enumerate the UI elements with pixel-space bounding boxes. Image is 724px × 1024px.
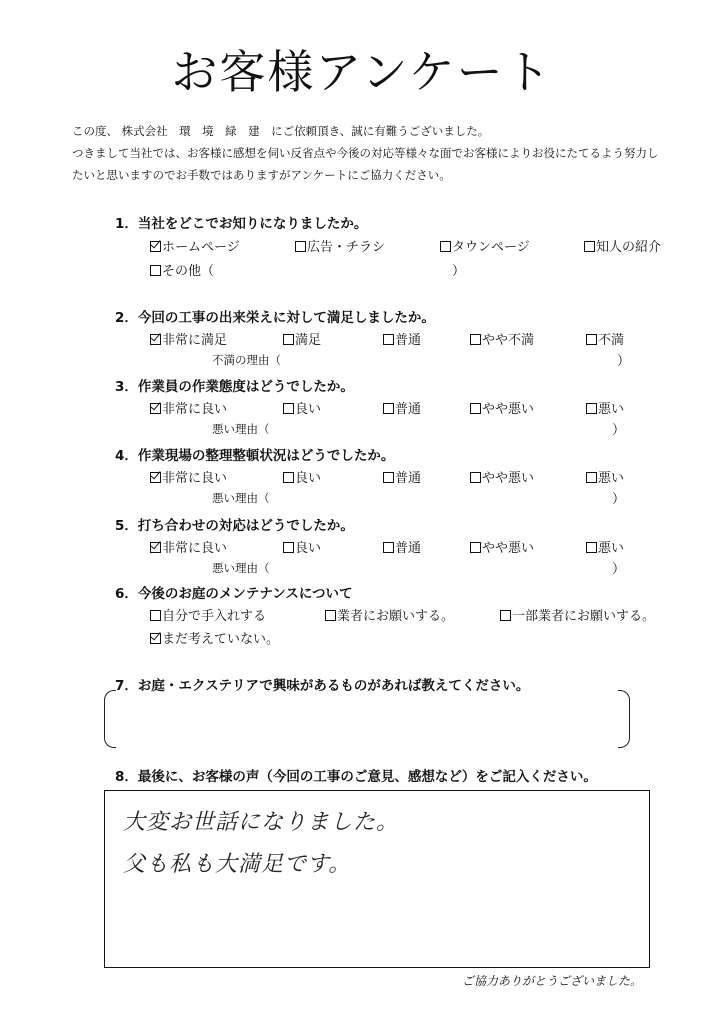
question-6-title: 6．今後のお庭のメンテナンスについて <box>115 586 353 602</box>
q8-answer-box[interactable] <box>104 790 650 968</box>
q2-option-very-satisfied[interactable]: 非常に満足 <box>150 329 227 348</box>
q7-answer-bracket-right[interactable] <box>618 690 630 748</box>
q5-option-good[interactable]: 良い <box>283 537 321 556</box>
question-4-title: 4．作業現場の整理整頓状況はどうでしたか。 <box>115 448 395 464</box>
q6-option-self[interactable]: 自分で手入れする <box>150 605 266 624</box>
q1-option-acquaintance[interactable]: 知人の紹介 <box>584 236 661 255</box>
q5-option-bad[interactable]: 悪い <box>586 537 624 556</box>
q5-option-very-good[interactable]: 非常に良い <box>150 537 227 556</box>
q4-option-very-good[interactable]: 非常に良い <box>150 467 227 486</box>
checkbox-icon[interactable] <box>325 610 336 621</box>
checkbox-icon[interactable] <box>383 542 394 553</box>
q4-reason-close: ） <box>612 492 626 507</box>
question-5-title: 5．打ち合わせの対応はどうでしたか。 <box>115 518 354 534</box>
q5-option-normal[interactable]: 普通 <box>383 537 421 556</box>
intro-line-3: たいと思いますのでお手数ではありますがアンケートにご協力ください。 <box>72 168 451 182</box>
q4-option-normal[interactable]: 普通 <box>383 467 421 486</box>
checkbox-checked-icon[interactable] <box>150 472 161 483</box>
question-2-title: 2．今回の工事の出来栄えに対して満足しましたか。 <box>115 310 435 326</box>
checkbox-icon[interactable] <box>150 265 161 276</box>
checkbox-icon[interactable] <box>295 241 306 252</box>
q3-option-bad[interactable]: 悪い <box>586 398 624 417</box>
checkbox-icon[interactable] <box>586 472 597 483</box>
q4-option-somewhat-bad[interactable]: やや悪い <box>470 467 534 486</box>
q7-answer-bracket-left[interactable] <box>104 690 116 748</box>
checkbox-icon[interactable] <box>470 472 481 483</box>
q4-option-bad[interactable]: 悪い <box>586 467 624 486</box>
survey-title: お客様アンケート <box>171 45 553 99</box>
intro-line-2: つきまして当社では、お客様に感想を伺い反省点や今後の対応等様々な面でお客様によりお役にたてるよう努力し <box>72 146 659 160</box>
question-7-title: 7．お庭・エクステリアで興味があるものがあれば教えてください。 <box>115 678 530 694</box>
checkbox-checked-icon[interactable] <box>150 403 161 414</box>
checkbox-icon[interactable] <box>470 334 481 345</box>
checkbox-icon[interactable] <box>283 542 294 553</box>
q5-option-somewhat-bad[interactable]: やや悪い <box>470 537 534 556</box>
q1-option-ad[interactable]: 広告・チラシ <box>295 236 385 255</box>
checkbox-icon[interactable] <box>586 334 597 345</box>
checkbox-checked-icon[interactable] <box>150 334 161 345</box>
checkbox-icon[interactable] <box>283 472 294 483</box>
question-8-title: 8．最後に、お客様の声（今回の工事のご意見、感想など）をご記入ください。 <box>115 769 597 785</box>
checkbox-icon[interactable] <box>283 403 294 414</box>
checkbox-icon[interactable] <box>440 241 451 252</box>
checkbox-checked-icon[interactable] <box>150 241 161 252</box>
q3-option-very-good[interactable]: 非常に良い <box>150 398 227 417</box>
checkbox-icon[interactable] <box>283 334 294 345</box>
checkbox-icon[interactable] <box>586 403 597 414</box>
q2-reason-label: 不満の理由（ <box>212 353 281 367</box>
checkbox-icon[interactable] <box>500 610 511 621</box>
q1-option-homepage[interactable]: ホームページ <box>150 236 240 255</box>
q2-option-somewhat-unsatisfied[interactable]: やや不満 <box>470 329 534 348</box>
checkbox-checked-icon[interactable] <box>150 633 161 644</box>
q2-option-unsatisfied[interactable]: 不満 <box>586 329 624 348</box>
handwritten-answer-line-2: 父も私も大満足です。 <box>123 852 352 877</box>
q1-other-close: ） <box>452 264 466 279</box>
checkbox-icon[interactable] <box>586 542 597 553</box>
checkbox-checked-icon[interactable] <box>150 542 161 553</box>
q3-reason-label: 悪い理由（ <box>212 422 270 436</box>
q5-reason-label: 悪い理由（ <box>212 561 270 575</box>
q4-reason-label: 悪い理由（ <box>212 491 270 505</box>
checkbox-icon[interactable] <box>383 403 394 414</box>
q3-option-good[interactable]: 良い <box>283 398 321 417</box>
q1-option-townpage[interactable]: タウンページ <box>440 236 530 255</box>
checkbox-icon[interactable] <box>383 472 394 483</box>
checkbox-icon[interactable] <box>150 610 161 621</box>
checkbox-icon[interactable] <box>470 542 481 553</box>
handwritten-answer-line-1: 大変お世話になりました。 <box>123 810 400 835</box>
checkbox-icon[interactable] <box>584 241 595 252</box>
q1-option-other[interactable]: その他（ <box>150 260 214 279</box>
q3-option-somewhat-bad[interactable]: やや悪い <box>470 398 534 417</box>
q3-option-normal[interactable]: 普通 <box>383 398 421 417</box>
thanks-message: ご協力ありがとうございました。 <box>462 974 643 988</box>
q6-option-partial-contractor[interactable]: 一部業者にお願いする。 <box>500 605 655 624</box>
intro-line-1: この度、 株式会社 環 境 緑 建 にご依頼頂き、誠に有難うございました。 <box>72 124 490 138</box>
q2-option-normal[interactable]: 普通 <box>383 329 421 348</box>
q2-option-satisfied[interactable]: 満足 <box>283 329 321 348</box>
q6-option-contractor[interactable]: 業者にお願いする。 <box>325 605 454 624</box>
question-3-title: 3．作業員の作業態度はどうでしたか。 <box>115 379 354 395</box>
q4-option-good[interactable]: 良い <box>283 467 321 486</box>
checkbox-icon[interactable] <box>383 334 394 345</box>
q6-option-undecided[interactable]: まだ考えていない。 <box>150 628 279 647</box>
q5-reason-close: ） <box>612 562 626 577</box>
q3-reason-close: ） <box>612 423 626 438</box>
q2-reason-close: ） <box>617 354 631 369</box>
checkbox-icon[interactable] <box>470 403 481 414</box>
question-1-title: 1．当社をどこでお知りになりましたか。 <box>115 216 368 232</box>
